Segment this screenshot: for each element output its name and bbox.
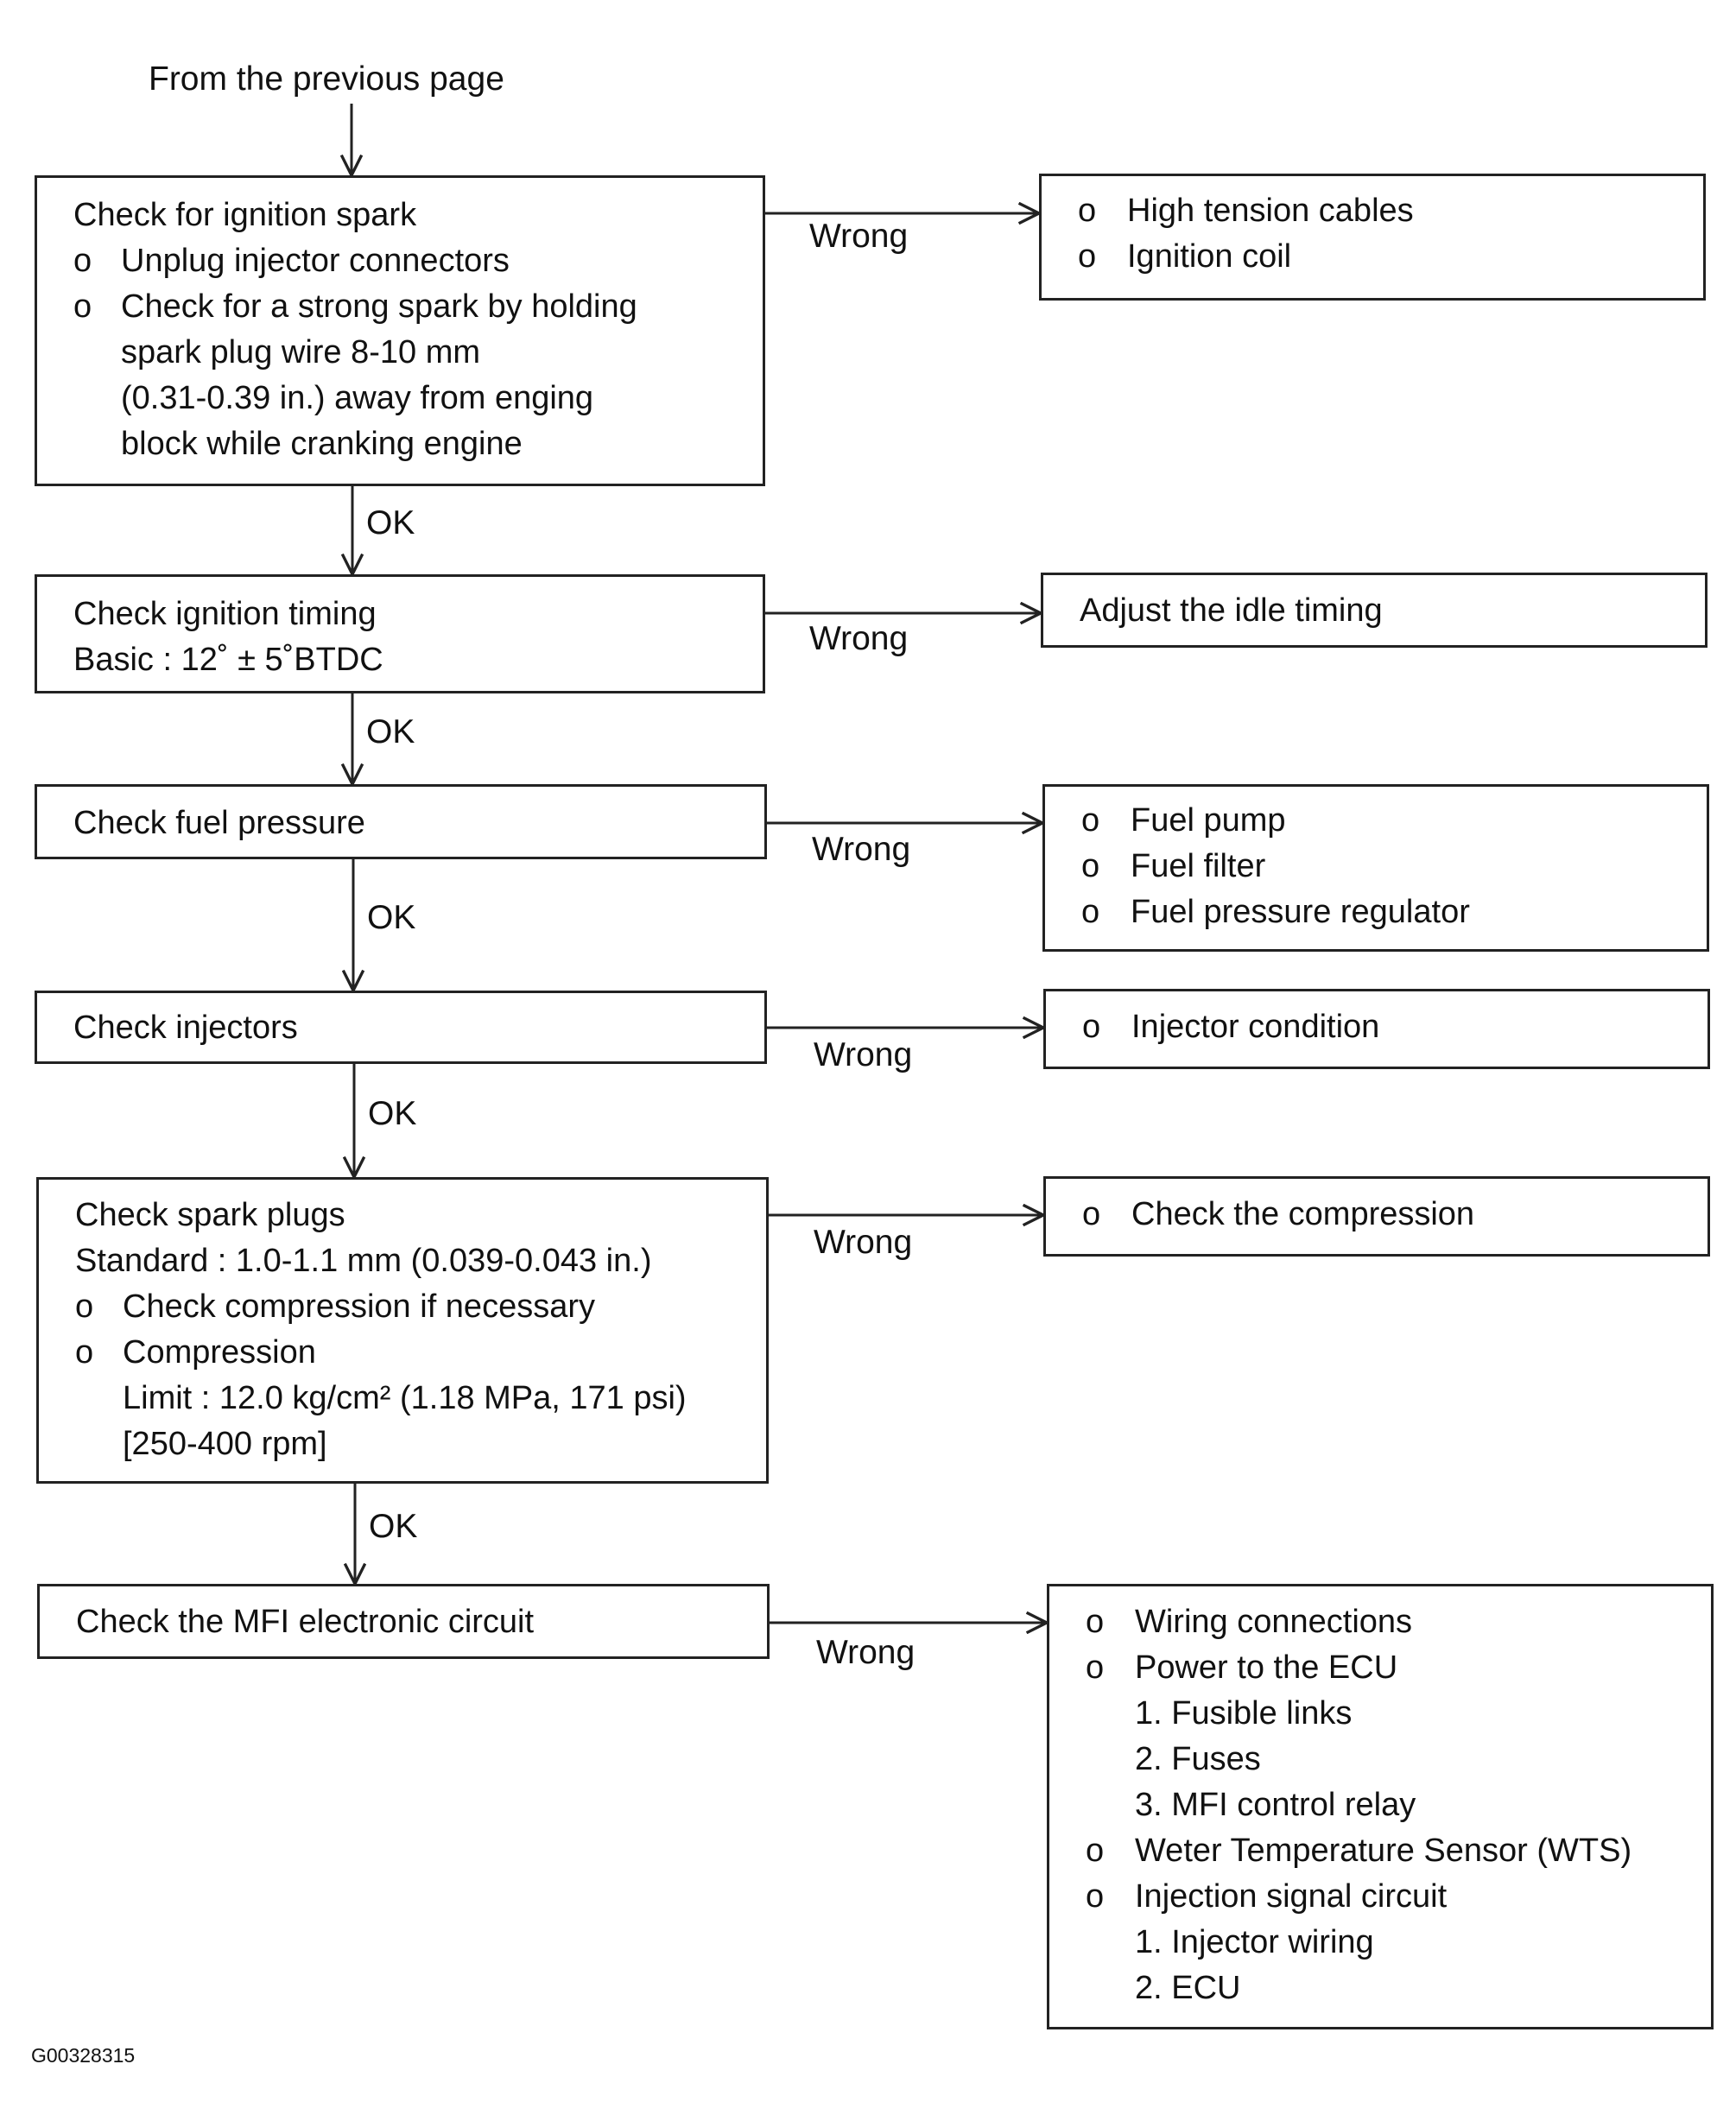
remedy-line: 2. ECU: [1135, 1970, 1241, 2006]
remedy-line: Injector condition: [1131, 1009, 1380, 1045]
check-step-line: Compression: [123, 1334, 316, 1371]
check-step-line: Check for a strong spark by holding: [121, 288, 637, 325]
remedy-line: Wiring connections: [1135, 1604, 1413, 1640]
remedy-line: Ignition coil: [1127, 238, 1292, 275]
ok-label: OK: [369, 1508, 418, 1545]
check-step-line: block while cranking engine: [121, 426, 523, 462]
bullet-marker: o: [1082, 1009, 1101, 1045]
remedy-line: Injection signal circuit: [1135, 1878, 1448, 1915]
wrong-label: Wrong: [816, 1634, 916, 1671]
check-step-line: Check for ignition spark: [73, 197, 417, 233]
wrong-label: Wrong: [809, 218, 909, 255]
check-step-line: Check spark plugs: [75, 1197, 345, 1233]
bullet-marker: o: [1086, 1649, 1105, 1686]
bullet-marker: o: [73, 243, 92, 279]
check-step-line: [250-400 rpm]: [123, 1426, 327, 1462]
remedy-line: Fuel filter: [1131, 848, 1266, 884]
wrong-label: Wrong: [809, 620, 909, 657]
check-step-line: Check the MFI electronic circuit: [76, 1604, 535, 1640]
check-step-line: Unplug injector connectors: [121, 243, 510, 279]
check-step-line: Check fuel pressure: [73, 805, 365, 841]
check-step-line: Check ignition timing: [73, 596, 377, 632]
wrong-label: Wrong: [814, 1036, 913, 1073]
bullet-marker: o: [1078, 193, 1097, 229]
bullet-marker: o: [1081, 894, 1100, 930]
from-previous-page-text: From the previous page: [149, 60, 504, 98]
remedy-line: 2. Fuses: [1135, 1741, 1261, 1777]
remedy-line: 1. Injector wiring: [1135, 1924, 1374, 1960]
bullet-marker: o: [1082, 1196, 1101, 1232]
remedy-line: Fuel pressure regulator: [1131, 894, 1470, 930]
check-step-line: Limit : 12.0 kg/cm² (1.18 MPa, 171 psi): [123, 1380, 687, 1416]
bullet-marker: o: [1086, 1604, 1105, 1640]
bullet-marker: o: [75, 1288, 94, 1325]
bullet-marker: o: [1078, 238, 1097, 275]
bullet-marker: o: [75, 1334, 94, 1371]
bullet-marker: o: [73, 288, 92, 325]
bullet-marker: o: [1086, 1833, 1105, 1869]
wrong-label: Wrong: [812, 831, 911, 868]
remedy-line: Weter Temperature Sensor (WTS): [1135, 1833, 1632, 1869]
ok-label: OK: [368, 1094, 417, 1132]
bullet-marker: o: [1081, 848, 1100, 884]
check-step-line: Check compression if necessary: [123, 1288, 595, 1325]
ok-label: OK: [366, 712, 415, 750]
remedy-line: Check the compression: [1131, 1196, 1475, 1232]
figure-code: G00328315: [31, 2044, 136, 2067]
ok-label: OK: [366, 504, 415, 541]
remedy-line: Power to the ECU: [1135, 1649, 1398, 1686]
check-step-line: Basic : 12˚ ± 5˚BTDC: [73, 642, 383, 678]
remedy-line: High tension cables: [1127, 193, 1414, 229]
check-step-line: Check injectors: [73, 1010, 298, 1046]
remedy-line: 3. MFI control relay: [1135, 1787, 1416, 1823]
bullet-marker: o: [1081, 802, 1100, 839]
bullet-marker: o: [1086, 1878, 1105, 1915]
check-step-line: (0.31-0.39 in.) away from enging: [121, 380, 594, 416]
ok-label: OK: [367, 899, 416, 936]
remedy-line: Adjust the idle timing: [1080, 592, 1383, 629]
wrong-label: Wrong: [814, 1224, 913, 1261]
remedy-line: Fuel pump: [1131, 802, 1286, 839]
check-step-line: spark plug wire 8-10 mm: [121, 334, 481, 370]
remedy-line: 1. Fusible links: [1135, 1695, 1353, 1732]
check-step-line: Standard : 1.0-1.1 mm (0.039-0.043 in.): [75, 1243, 652, 1279]
